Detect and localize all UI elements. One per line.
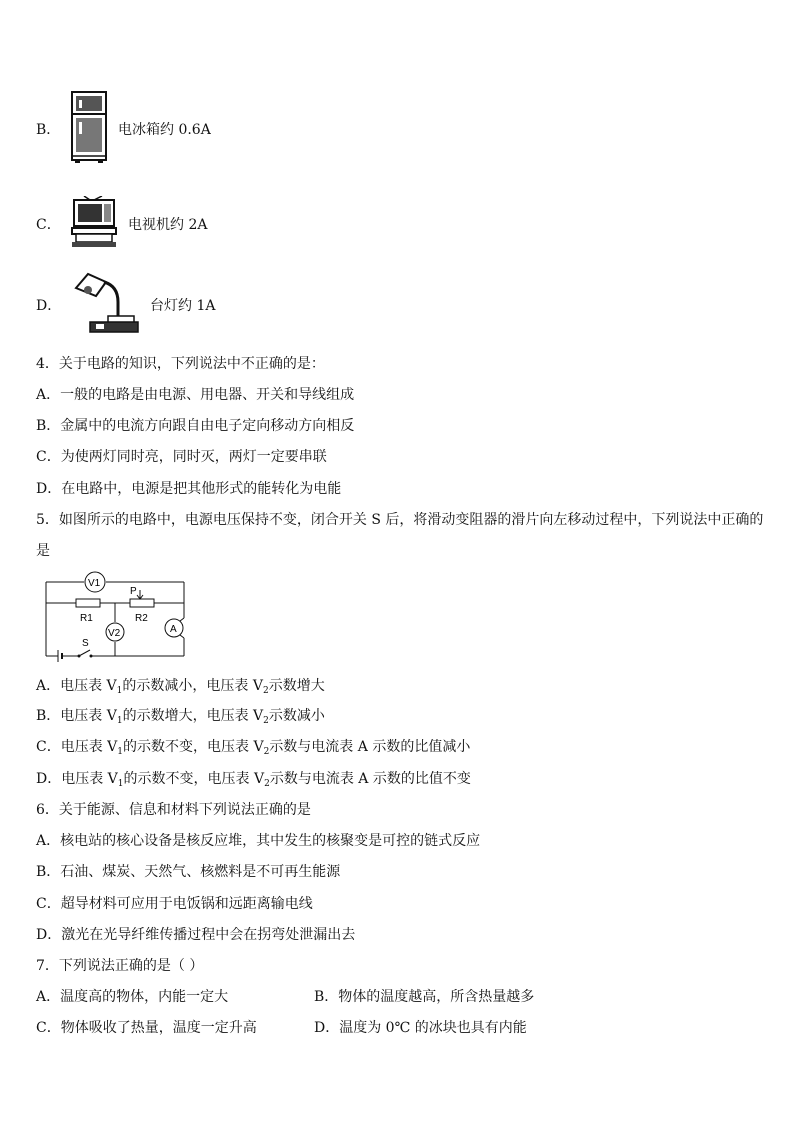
question-6-option-c: C．超导材料可应用于电饭锅和远距离输电线 bbox=[36, 896, 313, 912]
question-7-option-d: D．温度为 0℃ 的冰块也具有内能 bbox=[314, 1020, 527, 1036]
desk-lamp-icon bbox=[70, 268, 142, 342]
slider-label: P bbox=[130, 586, 137, 597]
option-letter: B． bbox=[36, 122, 61, 138]
question-5-option-d: D．电压表 $V_1$的示数不变，电压表 $V_2$示数与电流表 A 示数的比值不变 bbox=[36, 771, 471, 789]
circuit-diagram bbox=[40, 570, 200, 666]
question-5-option-b: B．电压表 $V_1$的示数增大，电压表 $V_2$示数减小 bbox=[36, 708, 325, 726]
switch-label: S bbox=[82, 638, 89, 649]
v2-label: V2 bbox=[108, 628, 121, 639]
resistor-r1 bbox=[76, 599, 100, 607]
question-5-option-c: C．电压表 $V_1$的示数不变，电压表 $V_2$示数与电流表 A 示数的比值减小 bbox=[36, 739, 471, 757]
question-6-option-b: B．石油、煤炭、天然气、核燃料是不可再生能源 bbox=[36, 864, 341, 880]
option-letter: C． bbox=[36, 217, 61, 233]
refrigerator-icon bbox=[70, 90, 110, 168]
v1-label: V1 bbox=[88, 578, 101, 589]
question-6-option-a: A．核电站的核心设备是核反应堆，其中发生的核聚变是可控的链式反应 bbox=[36, 833, 481, 849]
question-4-option-d: D．在电路中，电源是把其他形式的能转化为电能 bbox=[36, 481, 342, 497]
television-icon bbox=[70, 196, 120, 252]
question-4-option-c: C．为使两灯同时亮，同时灭，两灯一定要串联 bbox=[36, 449, 327, 465]
question-4-option-a: A．一般的电路是由电源、用电器、开关和导线组成 bbox=[36, 387, 355, 403]
question-5-stem-line1: 5．如图所示的电路中，电源电压保持不变，闭合开关 S 后，将滑动变阻器的滑片向左移动过程中，下列说法中正确的 bbox=[36, 512, 764, 528]
question-4-option-b: B．金属中的电流方向跟自由电子定向移动方向相反 bbox=[36, 418, 355, 434]
rheostat-r2 bbox=[130, 599, 154, 607]
option-c-row bbox=[36, 196, 207, 252]
r2-label: R2 bbox=[135, 613, 148, 624]
ammeter-label: A bbox=[170, 624, 177, 635]
question-4-stem: 4．关于电路的知识，下列说法中不正确的是： bbox=[36, 356, 325, 372]
question-5-option-a: A．电压表 $V_1$的示数减小，电压表 $V_2$示数增大 bbox=[36, 678, 325, 696]
question-5-stem-line2: 是 bbox=[36, 543, 50, 559]
question-6-stem: 6．关于能源、信息和材料下列说法正确的是 bbox=[36, 802, 311, 818]
switch-s bbox=[79, 650, 90, 656]
question-7-stem: 7．下列说法正确的是（ ） bbox=[36, 958, 204, 974]
option-letter: D． bbox=[36, 298, 62, 314]
question-7-option-a: A．温度高的物体，内能一定大 bbox=[36, 989, 229, 1005]
option-caption: 电冰箱约 0.6A bbox=[118, 122, 211, 138]
r1-label: R1 bbox=[80, 613, 93, 624]
question-7-option-b: B．物体的温度越高，所含热量越多 bbox=[314, 989, 535, 1005]
option-caption: 电视机约 2A bbox=[128, 217, 208, 233]
option-d-row bbox=[36, 268, 215, 342]
option-caption: 台灯约 1A bbox=[150, 298, 216, 314]
question-6-option-d: D．激光在光导纤维传播过程中会在拐弯处泄漏出去 bbox=[36, 927, 356, 943]
option-b-row bbox=[36, 90, 211, 168]
question-7-option-c: C．物体吸收了热量，温度一定升高 bbox=[36, 1020, 257, 1036]
